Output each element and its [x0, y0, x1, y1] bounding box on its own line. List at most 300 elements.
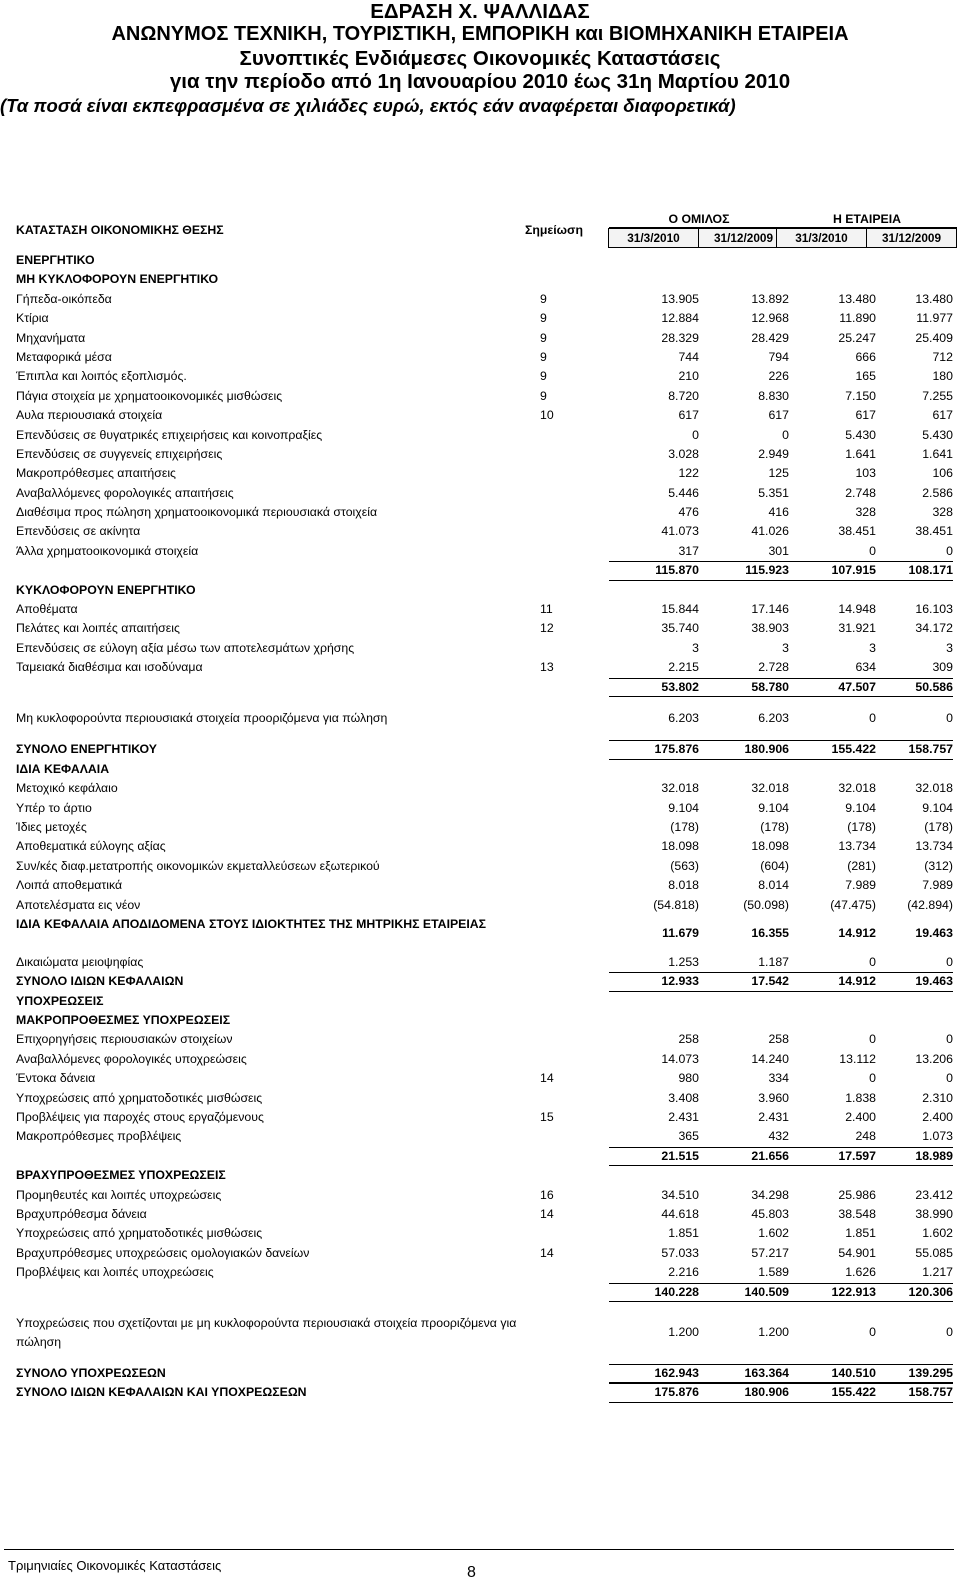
table-row	[12, 915, 956, 953]
value-cell: 17.542	[699, 972, 789, 991]
value-cell: 0	[946, 710, 953, 725]
row-label: Αυλα περιουσιακά στοιχεία	[16, 408, 163, 423]
value-cell: 175.876	[609, 740, 699, 759]
table-row	[12, 484, 956, 503]
value-cell: 8.830	[758, 388, 789, 403]
row-label: Λοιπά αποθεματικά	[16, 878, 123, 893]
value-cell: 17.597	[786, 1147, 876, 1166]
value-cell: 0	[782, 427, 789, 442]
value-cell: 158.757	[863, 1383, 953, 1402]
note-ref: 9	[540, 388, 547, 403]
spacer	[12, 1302, 956, 1314]
section-heading: ΙΔΙΑ ΚΕΦΑΛΑΙΑ	[16, 761, 110, 776]
company-column-header	[777, 211, 957, 249]
value-cell: 12.884	[661, 311, 699, 326]
section-heading: ΥΠΟΧΡΕΩΣΕΙΣ	[16, 993, 104, 1008]
value-cell: 2.310	[922, 1090, 953, 1105]
currency-note: (Τα ποσά είναι εκπεφρασμένα σε χιλιάδες ευρώ, εκτός εάν αναφέρεται διαφορετικά)	[0, 94, 736, 116]
value-cell: 2.431	[668, 1110, 699, 1125]
row-label: ΣΥΝΟΛΟ ΥΠΟΧΡΕΩΣΕΩΝ	[16, 1365, 166, 1380]
value-cell: 0	[869, 954, 876, 969]
value-cell: 13.206	[915, 1051, 953, 1066]
value-cell: 1.851	[845, 1226, 876, 1241]
row-label: Μακροπρόθεσμες απαιτήσεις	[16, 466, 176, 481]
value-cell: 617	[855, 408, 876, 423]
value-cell: 115.870	[609, 561, 699, 580]
note-ref: 15	[540, 1110, 554, 1125]
row-label: Επενδύσεις σε εύλογη αξία μέσω των αποτελεσμάτων χρήσης	[16, 640, 355, 655]
table-row	[12, 426, 956, 445]
value-cell: 14.912	[786, 972, 876, 991]
value-cell: 634	[855, 660, 876, 675]
report-title: Συνοπτικές Ενδιάμεσες Οικονομικές Καταστάσεις	[239, 46, 721, 70]
section-heading: ΜΑΚΡΟΠΡΟΘΕΣΜΕΣ ΥΠΟΧΡΕΩΣΕΙΣ	[16, 1013, 231, 1028]
value-cell: 3	[692, 640, 699, 655]
row-label: Διαθέσιμα προς πώληση χρηματοοικονομικά περιουσιακά στοιχεία	[16, 505, 378, 520]
value-cell: 2.748	[845, 485, 876, 500]
value-cell: 13.734	[915, 839, 953, 854]
value-cell: 1.641	[845, 446, 876, 461]
value-cell: 2.400	[845, 1110, 876, 1125]
row-label: Επενδύσεις σε θυγατρικές επιχειρήσεις και κοινοπραξίες	[16, 427, 323, 442]
value-cell: 13.112	[839, 1051, 876, 1066]
value-cell: 2.728	[758, 660, 789, 675]
value-cell: 7.989	[845, 878, 876, 893]
value-cell: 7.150	[845, 388, 876, 403]
table-row	[12, 953, 956, 972]
row-label: Μηχανήματα	[16, 330, 86, 345]
table-body	[12, 251, 956, 1403]
table-row	[12, 348, 956, 367]
row-label: ΣΥΝΟΛΟ ΙΔΙΩΝ ΚΕΦΑΛΑΙΩΝ ΚΑΙ ΥΠΟΧΡΕΩΣΕΩΝ	[16, 1385, 307, 1400]
value-cell: 617	[768, 408, 789, 423]
note-ref: 9	[540, 311, 547, 326]
value-cell: 38.903	[751, 621, 789, 636]
total-row	[12, 1364, 956, 1383]
value-cell: 13.480	[915, 291, 953, 306]
value-cell: 14.948	[838, 602, 876, 617]
page-number: 8	[467, 1564, 476, 1581]
table-title: ΚΑΤΑΣΤΑΣΗ ΟΙΚΟΝΟΜΙΚΗΣ ΘΕΣΗΣ	[16, 223, 224, 237]
value-cell: 32.018	[915, 781, 953, 796]
total-row	[12, 972, 956, 991]
value-cell: 165	[855, 369, 876, 384]
value-cell: 0	[869, 543, 876, 558]
value-cell: 25.247	[838, 330, 876, 345]
section-heading: ΒΡΑΧΥΠΡΟΘΕΣΜΕΣ ΥΠΟΧΡΕΩΣΕΙΣ	[16, 1168, 226, 1183]
note-ref: 14	[540, 1071, 554, 1086]
value-cell: 155.422	[786, 1383, 876, 1402]
value-cell: 57.217	[751, 1245, 789, 1260]
value-cell: 122.913	[786, 1283, 876, 1302]
table-row	[12, 1069, 956, 1088]
value-cell: 35.740	[661, 621, 699, 636]
value-cell: 3	[946, 640, 953, 655]
value-cell: 476	[678, 505, 699, 520]
value-cell: 365	[678, 1129, 699, 1144]
row-label: Επενδύσεις σε ακίνητα	[16, 524, 141, 539]
value-cell: 617	[678, 408, 699, 423]
value-cell: 14.912	[838, 926, 876, 941]
value-cell: 328	[855, 505, 876, 520]
date-header: 31/3/2010	[776, 228, 867, 248]
table-row	[12, 367, 956, 386]
spacer	[12, 1352, 956, 1364]
value-cell: 1.851	[668, 1226, 699, 1241]
value-cell: 25.986	[838, 1187, 876, 1202]
row-label: Υποχρεώσεις από χρηματοδοτικές μισθώσεις	[16, 1090, 263, 1105]
value-cell: 1.200	[668, 1325, 699, 1340]
value-cell: 8.018	[668, 878, 699, 893]
value-cell: 6.203	[668, 710, 699, 725]
section-heading-row	[12, 251, 956, 270]
value-cell: 5.351	[758, 485, 789, 500]
financial-position-table	[12, 211, 956, 1403]
value-cell: 45.803	[751, 1206, 789, 1221]
row-label: Ταμειακά διαθέσιμα και ισοδύναμα	[16, 660, 203, 675]
row-label: Αναβαλλόμενες φορολογικές υποχρεώσεις	[16, 1051, 247, 1066]
table-row	[12, 445, 956, 464]
section-heading-row	[12, 760, 956, 779]
table-row	[12, 1030, 956, 1049]
value-cell: 115.923	[699, 561, 789, 580]
value-cell: 14.073	[661, 1051, 699, 1066]
value-cell: (42.894)	[907, 897, 953, 912]
table-row	[12, 658, 956, 677]
value-cell: 16.103	[915, 602, 953, 617]
value-cell: 794	[768, 349, 789, 364]
table-row	[12, 1224, 956, 1243]
value-cell: 9.104	[668, 800, 699, 815]
value-cell: 9.104	[922, 800, 953, 815]
value-cell: 120.306	[863, 1283, 953, 1302]
value-cell: 44.618	[661, 1206, 699, 1221]
note-ref: 9	[540, 291, 547, 306]
value-cell: 328	[932, 505, 953, 520]
value-cell: 2.586	[922, 485, 953, 500]
group-column-header	[609, 211, 789, 249]
value-cell: 21.656	[699, 1147, 789, 1166]
value-cell: 158.757	[863, 740, 953, 759]
value-cell: 103	[855, 466, 876, 481]
value-cell: 5.430	[845, 427, 876, 442]
page-footer	[4, 1549, 954, 1586]
row-label: Δικαιώματα μειοψηφίας	[16, 954, 144, 969]
row-label: Μακροπρόθεσμες προβλέψεις	[16, 1129, 182, 1144]
value-cell: 28.329	[661, 330, 699, 345]
value-cell: 1.187	[758, 954, 789, 969]
value-cell: 41.026	[751, 524, 789, 539]
value-cell: 2.431	[758, 1110, 789, 1125]
value-cell: 13.905	[661, 291, 699, 306]
table-row	[12, 779, 956, 798]
value-cell: 1.200	[758, 1325, 789, 1340]
table-row	[12, 896, 956, 915]
value-cell: 712	[932, 349, 953, 364]
row-label: Βραχυπρόθεσμα δάνεια	[16, 1206, 147, 1221]
value-cell: 18.098	[751, 839, 789, 854]
table-row	[12, 1050, 956, 1069]
value-cell: 248	[855, 1129, 876, 1144]
value-cell: 38.990	[915, 1206, 953, 1221]
company-label: Η ΕΤΑΙΡΕΙΑ	[777, 211, 957, 228]
row-label: Βραχυπρόθεσμες υποχρεώσεις ομολογιακών δανείων	[16, 1245, 310, 1260]
value-cell: 1.626	[845, 1265, 876, 1280]
value-cell: 1.641	[922, 446, 953, 461]
section-heading: ΕΝΕΡΓΗΤΙΚΟ	[16, 253, 95, 267]
total-row	[12, 678, 956, 697]
value-cell: 28.429	[751, 330, 789, 345]
value-cell: 34.510	[661, 1187, 699, 1202]
table-row	[12, 1244, 956, 1263]
value-cell: (178)	[847, 819, 876, 834]
company-full-name: ΑΝΩΝΥΜΟΣ ΤΕΧΝΙΚΗ, ΤΟΥΡΙΣΤΙΚΗ, ΕΜΠΟΡΙΚΗ και ΒΙΟΜΗΧΑΝΙΚΗ ΕΤΑΙΡΕΙΑ	[111, 23, 849, 46]
value-cell: 32.018	[751, 781, 789, 796]
value-cell: 15.844	[661, 602, 699, 617]
value-cell: 47.507	[786, 678, 876, 697]
value-cell: 18.098	[661, 839, 699, 854]
table-row	[12, 406, 956, 425]
company-name: ΕΔΡΑΣΗ Χ. ΨΑΛΛΙΔΑΣ	[370, 0, 590, 23]
table-row	[12, 1089, 956, 1108]
value-cell: 34.172	[915, 621, 953, 636]
row-label: Μεταφορικά μέσα	[16, 349, 112, 364]
table-row	[12, 600, 956, 619]
value-cell: 2.216	[668, 1265, 699, 1280]
table-row	[12, 387, 956, 406]
value-cell: (178)	[760, 819, 789, 834]
total-row	[12, 1283, 956, 1302]
value-cell: 3.408	[668, 1090, 699, 1105]
note-ref: 10	[540, 408, 554, 423]
value-cell: 432	[768, 1129, 789, 1144]
value-cell: 155.422	[786, 740, 876, 759]
table-row	[12, 709, 956, 728]
value-cell: 0	[869, 1071, 876, 1086]
value-cell: 32.018	[661, 781, 699, 796]
value-cell: 140.509	[699, 1283, 789, 1302]
value-cell: 9.104	[758, 800, 789, 815]
value-cell: 2.400	[922, 1110, 953, 1125]
note-ref: 9	[540, 349, 547, 364]
row-label: Έντοκα δάνεια	[16, 1071, 96, 1086]
value-cell: 0	[946, 1071, 953, 1086]
report-header	[0, 0, 960, 117]
value-cell: 14.240	[751, 1051, 789, 1066]
table-row	[12, 837, 956, 856]
value-cell: (563)	[670, 858, 699, 873]
row-label: Πάγια στοιχεία με χρηματοοικονομικές μισθώσεις	[16, 388, 283, 403]
value-cell: (50.098)	[743, 897, 789, 912]
value-cell: 3.028	[668, 446, 699, 461]
value-cell: 23.412	[915, 1187, 953, 1202]
value-cell: 1.589	[758, 1265, 789, 1280]
value-cell: (281)	[847, 858, 876, 873]
table-row	[12, 1186, 956, 1205]
row-label: Προβλέψεις και λοιπές υποχρεώσεις	[16, 1265, 214, 1280]
row-label: Επιχορηγήσεις περιουσιακών στοιχείων	[16, 1032, 233, 1047]
table-row	[12, 876, 956, 895]
value-cell: 0	[946, 1032, 953, 1047]
total-row	[12, 1147, 956, 1166]
report-period: για την περίοδο από 1η Ιανουαρίου 2010 έως 31η Μαρτίου 2010	[169, 70, 791, 94]
note-ref: 13	[540, 660, 554, 675]
value-cell: 0	[946, 954, 953, 969]
table-row	[12, 309, 956, 328]
note-ref: 9	[540, 330, 547, 345]
table-row	[12, 1108, 956, 1127]
value-cell: (604)	[760, 858, 789, 873]
value-cell: 55.085	[915, 1245, 953, 1260]
row-label: Έπιπλα και λοιπός εξοπλισμός.	[16, 369, 187, 384]
value-cell: 1.602	[922, 1226, 953, 1241]
row-label: Μη κυκλοφορούντα περιουσιακά στοιχεία προοριζόμενα για πώληση	[16, 710, 388, 725]
value-cell: 34.298	[751, 1187, 789, 1202]
value-cell: 744	[678, 349, 699, 364]
value-cell: 0	[869, 710, 876, 725]
value-cell: 0	[946, 1325, 953, 1340]
row-label: Υποχρεώσεις από χρηματοδοτικές μισθώσεις	[16, 1226, 263, 1241]
value-cell: 122	[678, 466, 699, 481]
value-cell: 617	[932, 408, 953, 423]
row-label: Μετοχικό κεφάλαιο	[16, 781, 118, 796]
row-label: ΙΔΙΑ ΚΕΦΑΛΑΙΑ ΑΠΟΔΙΔΟΜΕΝΑ ΣΤΟΥΣ ΙΔΙΟΚΤΗΤΕΣ ΤΗΣ ΜΗΤΡΙΚΗΣ ΕΤΑΙΡΕΙΑΣ	[16, 916, 487, 931]
value-cell: 13.892	[751, 291, 789, 306]
total-row	[12, 561, 956, 580]
table-row	[12, 1314, 956, 1352]
value-cell: 3.960	[758, 1090, 789, 1105]
value-cell: 50.586	[863, 678, 953, 697]
value-cell: 416	[768, 505, 789, 520]
row-label: ΣΥΝΟΛΟ ΕΝΕΡΓΗΤΙΚΟΥ	[16, 742, 157, 757]
value-cell: 334	[768, 1071, 789, 1086]
value-cell: (47.475)	[830, 897, 876, 912]
section-heading-row	[12, 270, 956, 289]
value-cell: (178)	[924, 819, 953, 834]
value-cell: 13.480	[838, 291, 876, 306]
date-header: 31/3/2010	[608, 228, 699, 248]
table-row	[12, 799, 956, 818]
value-cell: 19.463	[863, 972, 953, 991]
value-cell: 0	[692, 427, 699, 442]
value-cell: 16.355	[751, 926, 789, 941]
value-cell: 317	[678, 543, 699, 558]
value-cell: (178)	[670, 819, 699, 834]
table-row	[12, 818, 956, 837]
row-label: ΣΥΝΟΛΟ ΙΔΙΩΝ ΚΕΦΑΛΑΙΩΝ	[16, 974, 184, 989]
spacer	[12, 728, 956, 740]
table-row	[12, 290, 956, 309]
value-cell: 41.073	[661, 524, 699, 539]
value-cell: 3	[782, 640, 789, 655]
row-label: Προβλέψεις για παροχές στους εργαζόμενους	[16, 1110, 264, 1125]
value-cell: 11.890	[839, 311, 876, 326]
value-cell: 17.146	[751, 602, 789, 617]
value-cell: 38.548	[838, 1206, 876, 1221]
row-label: Συν/κές διαφ.μετατροπής οικονομικών εκμεταλλεύσεων εξωτερικού	[16, 858, 380, 873]
total-row	[12, 740, 956, 759]
value-cell: 38.451	[915, 524, 953, 539]
value-cell: 140.510	[786, 1364, 876, 1383]
value-cell: 162.943	[609, 1364, 699, 1383]
value-cell: 140.228	[609, 1283, 699, 1302]
value-cell: 32.018	[838, 781, 876, 796]
value-cell: 2.215	[668, 660, 699, 675]
table-row	[12, 329, 956, 348]
section-heading-row	[12, 992, 956, 1011]
value-cell: 666	[855, 349, 876, 364]
row-label: Γήπεδα-οικόπεδα	[16, 291, 112, 306]
value-cell: 180.906	[699, 1383, 789, 1402]
value-cell: 1.602	[758, 1226, 789, 1241]
table-row	[12, 542, 956, 561]
value-cell: 8.014	[758, 878, 789, 893]
table-row	[12, 464, 956, 483]
value-cell: 106	[932, 466, 953, 481]
value-cell: 226	[768, 369, 789, 384]
value-cell: 180	[932, 369, 953, 384]
section-heading-row	[12, 581, 956, 600]
value-cell: 5.430	[922, 427, 953, 442]
row-label: Ίδιες μετοχές	[16, 819, 87, 834]
row-label: Αποθεματικά εύλογης αξίας	[16, 839, 166, 854]
value-cell: 12.933	[609, 972, 699, 991]
spacer	[12, 697, 956, 709]
value-cell: 107.915	[786, 561, 876, 580]
value-cell: 13.734	[838, 839, 876, 854]
note-ref: 12	[540, 621, 554, 636]
table-row	[12, 522, 956, 541]
value-cell: 0	[869, 1325, 876, 1340]
row-label: Αποθέματα	[16, 602, 78, 617]
row-label: Κτίρια	[16, 311, 49, 326]
row-label: Υπέρ το άρτιο	[16, 800, 92, 815]
section-heading: ΜΗ ΚΥΚΛΟΦΟΡΟΥΝ ΕΝΕΡΓΗΤΙΚΟ	[16, 272, 219, 287]
table-row	[12, 1205, 956, 1224]
value-cell: 38.451	[838, 524, 876, 539]
value-cell: 1.253	[668, 954, 699, 969]
value-cell: 125	[768, 466, 789, 481]
value-cell: 7.989	[922, 878, 953, 893]
value-cell: 1.838	[845, 1090, 876, 1105]
value-cell: 163.364	[699, 1364, 789, 1383]
value-cell: 309	[932, 660, 953, 675]
table-row	[12, 639, 956, 658]
value-cell: 2.949	[758, 446, 789, 461]
row-label: Πελάτες και λοιπές απαιτήσεις	[16, 621, 180, 636]
value-cell: 31.921	[838, 621, 876, 636]
value-cell: 54.901	[838, 1245, 876, 1260]
value-cell: 25.409	[915, 330, 953, 345]
value-cell: 139.295	[863, 1364, 953, 1383]
value-cell: 301	[768, 543, 789, 558]
section-heading-row	[12, 1166, 956, 1185]
row-label: Αποτελέσματα εις νέον	[16, 897, 141, 912]
row-label: Άλλα χρηματοοικονομικά στοιχεία	[16, 543, 199, 558]
note-ref: 16	[540, 1187, 554, 1202]
table-row	[12, 1263, 956, 1282]
footer-document-title: Τριμηνιαίες Οικονομικές Καταστάσεις	[8, 1558, 222, 1573]
date-header: 31/12/2009	[698, 228, 789, 248]
table-row	[12, 857, 956, 876]
group-label: Ο ΟΜΙΛΟΣ	[609, 211, 789, 228]
row-label: Επενδύσεις σε συγγενείς επιχειρήσεις	[16, 446, 223, 461]
value-cell: (312)	[924, 858, 953, 873]
value-cell: 175.876	[609, 1383, 699, 1402]
table-header	[12, 211, 956, 251]
value-cell: 210	[678, 369, 699, 384]
note-ref: 9	[540, 369, 547, 384]
